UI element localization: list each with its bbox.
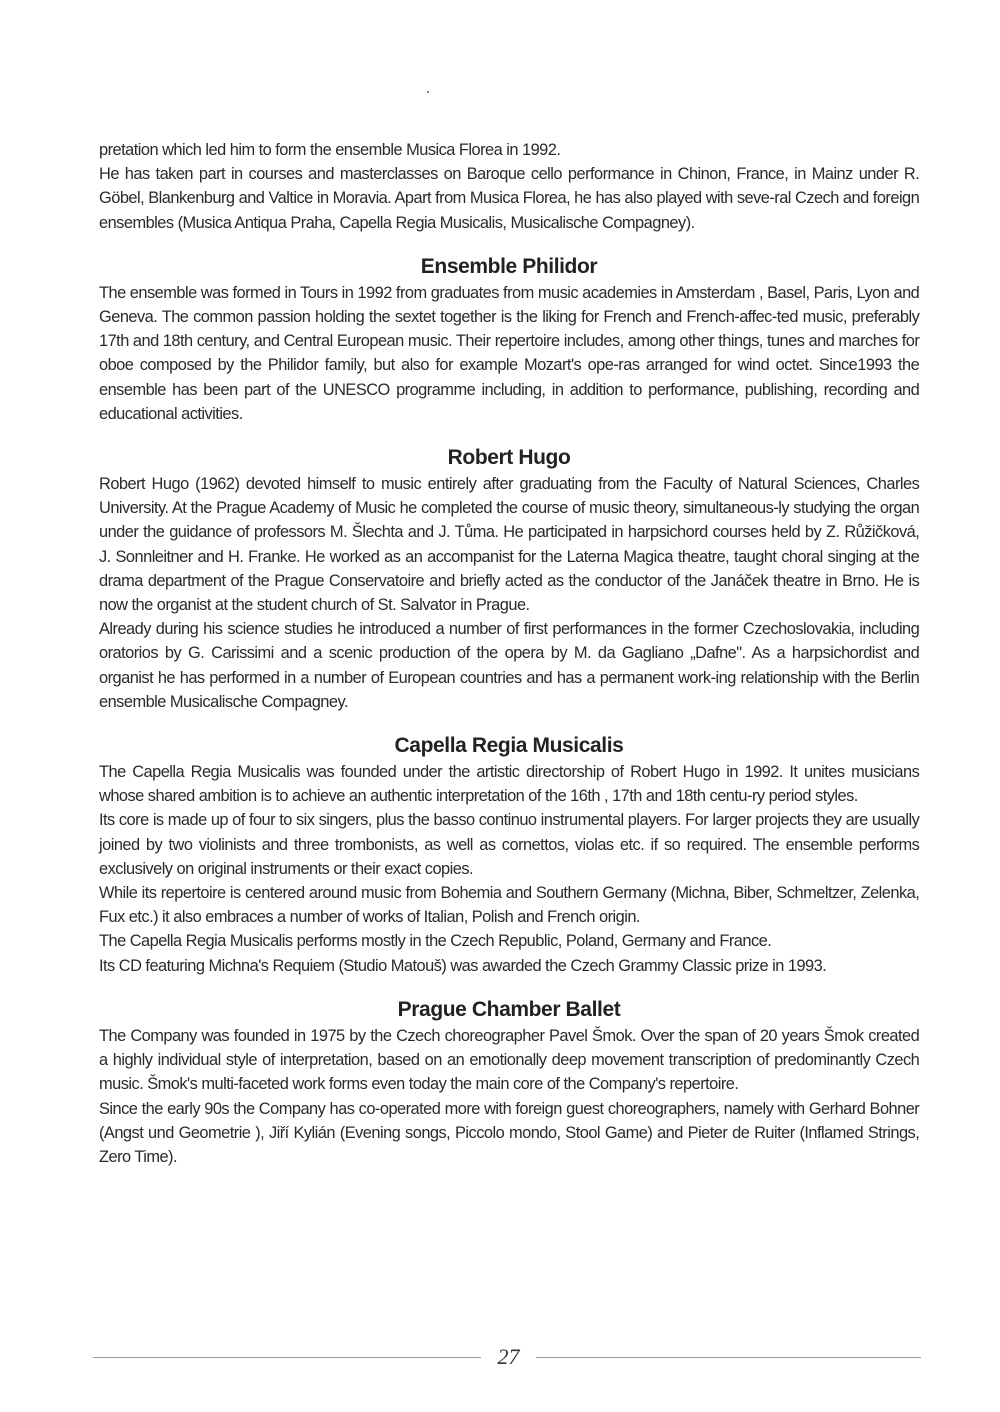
section-paragraph: Its core is made up of four to six singers, plus the basso continuo instrumental players. For larger projects they are usually joined by two violinists and three trombonists, as well as cornettos, violas etc. if so required. The ensemble performs exclusively on original instruments or their exact copies.	[99, 810, 920, 878]
section-prague-chamber-ballet	[99, 996, 919, 1169]
section-paragraph: Already during his science studies he introduced a number of first performances in the former Czechoslovakia, including oratorios by G. Carissimi and a scenic production of the opera by M. da Gagliano „Dafne". As a harpsichordist and organist he has performed in a number of European countries and has a permanent work-ing relationship with the Berlin ensemble Musicalische Compagney.	[99, 619, 920, 711]
section-heading: Ensemble Philidor	[420, 254, 598, 278]
intro-paragraph: He has taken part in courses and masterclasses on Baroque cello performance in Chinon, France, in Mainz under R. Göbel, Blankenburg and Valtice in Moravia. Apart from Musica Florea, he has also played with seve-ral Czech and foreign ensembles (Musica Antiqua Praha, Capella Regia Musicalis, Musicalische Compagney).	[99, 164, 920, 232]
section-capella-regia-musicalis	[99, 732, 919, 978]
scan-speck	[427, 91, 429, 93]
section-paragraph: Robert Hugo (1962) devoted himself to music entirely after graduating from the Faculty of Natural Sciences, Charles University. At the Prague Academy of Music he completed the course of music theory, simultaneous-ly studying the organ under the guidance of professors M. Šlechta and J. Tůma. He participated in harpsichord courses held by Z. Růžičková, J. Sonnleitner and H. Franke. He worked as an accompanist for the Laterna Magica theatre, taught choral singing at the drama department of the Prague Conservatoire and briefly acted as the conductor of the Janáček theatre in Brno. He is now the organist at the student church of St. Salvator in Prague.	[99, 474, 920, 615]
footer-rule-left	[93, 1357, 481, 1358]
section-ensemble-philidor	[99, 253, 919, 426]
section-heading: Prague Chamber Ballet	[397, 997, 621, 1021]
page-number: 27	[497, 1344, 520, 1369]
section-heading: Robert Hugo	[447, 446, 571, 470]
section-paragraph: The Capella Regia Musicalis was founded under the artistic directorship of Robert Hugo in 1992. It unites musicians whose shared ambition is to achieve an authentic interpretation of the 16th , 17th and 18th centu-ry period styles.	[99, 762, 920, 806]
section-paragraph: While its repertoire is centered around music from Bohemia and Southern Germany (Michna, Biber, Schmeltzer, Zelenka, Fux etc.) it also embraces a number of works of Italian, Polish and French origin.	[99, 883, 920, 927]
section-paragraph: Since the early 90s the Company has co-operated more with foreign guest choreographers, namely with Gerhard Bohner (Angst und Geometrie ), Jiří Kylián (Evening songs, Piccolo mondo, Stool Game) and Pieter de Ruiter (Inflamed Strings, Zero Time).	[99, 1098, 920, 1166]
section-heading: Capella Regia Musicalis	[394, 734, 624, 758]
section-paragraph: The ensemble was formed in Tours in 1992 from graduates from music academies in Amsterdam , Basel, Paris, Lyon and Geneva. The common passion holding the sextet together is the liking for French and French-affec-ted music, preferably 17th and 18th century, and Central European music. Their repertoire includes, among other things, tunes and marches for oboe composed by the Philidor family, but also for example Mozart's ope-ras arranged for wind octet. Since1993 the ensemble has been part of the UNESCO programme including, in addition to performance, publishing, recording and educational activities.	[99, 282, 920, 423]
section-paragraph: Its CD featuring Michna's Requiem (Studio Matouš) was awarded the Czech Grammy Classic prize in 1993.	[99, 955, 827, 975]
intro-section	[99, 138, 919, 235]
footer-rule-right	[536, 1357, 921, 1358]
page-content	[99, 138, 919, 1169]
section-robert-hugo	[99, 444, 919, 714]
section-paragraph: The Company was founded in 1975 by the Czech choreographer Pavel Šmok. Over the span of 20 years Šmok created a highly individual style of interpretation, based on an emotionally deep movement transcription of predominantly Czech music. Šmok's multi-faceted work forms even today the main core of the Company's repertoire.	[99, 1025, 920, 1094]
intro-paragraph: pretation which led him to form the ensemble Musica Florea in 1992.	[99, 140, 561, 159]
section-paragraph: The Capella Regia Musicalis performs mostly in the Czech Republic, Poland, Germany and France.	[99, 931, 772, 951]
page-footer	[93, 1345, 921, 1369]
